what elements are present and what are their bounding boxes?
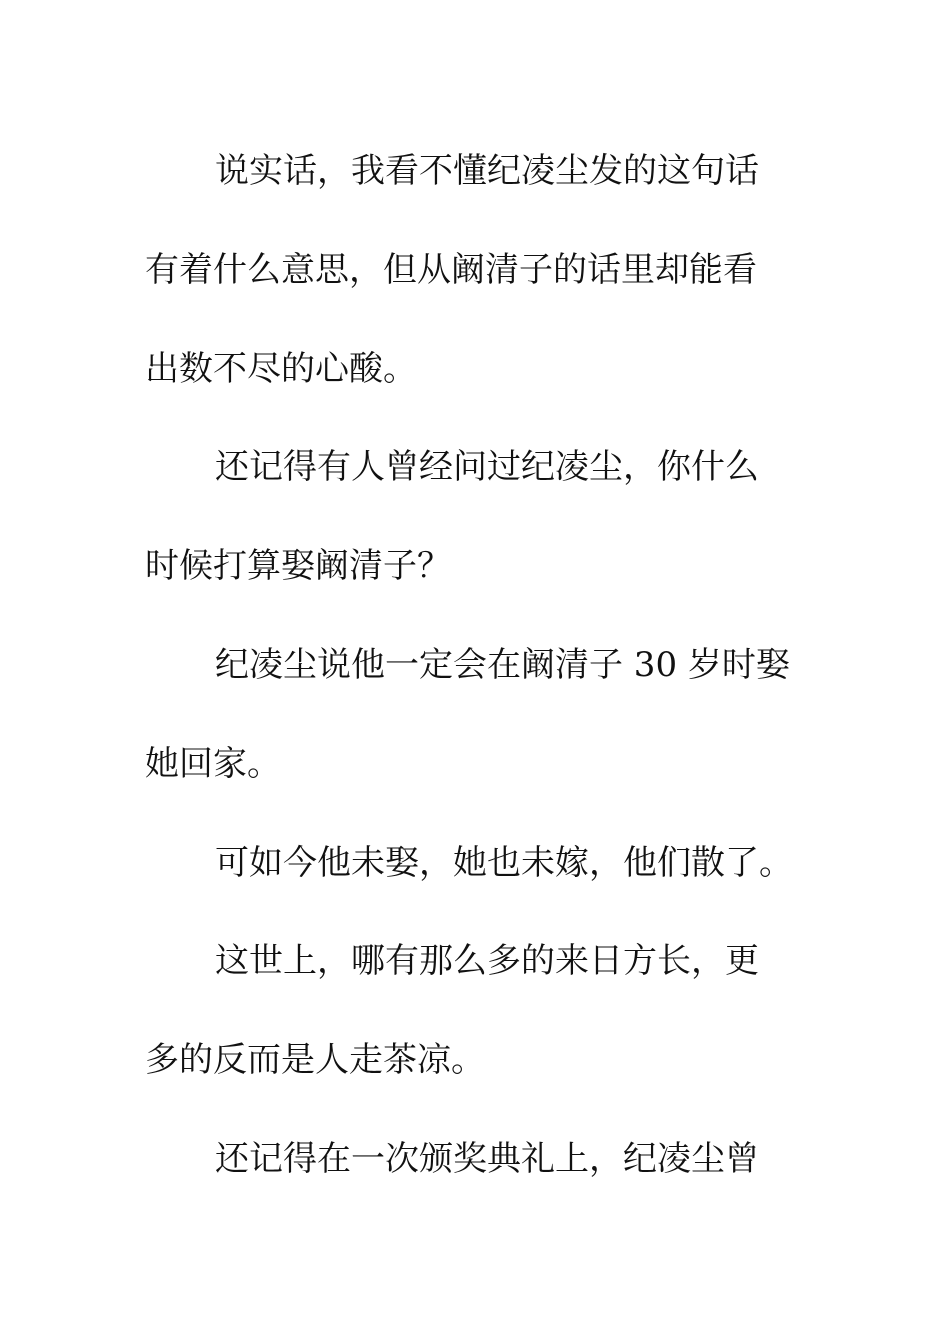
text-line: 她回家。 — [145, 743, 281, 784]
text-line: 这世上，哪有那么多的来日方长，更 — [215, 941, 759, 982]
text-line: 还记得有人曾经问过纪凌尘，你什么 — [215, 447, 759, 488]
text-line: 可如今他未娶，她也未嫁，他们散了。 — [215, 842, 793, 883]
text-line: 说实话，我看不懂纪凌尘发的这句话 — [215, 151, 759, 191]
text-line: 出数不尽的心酸。 — [145, 348, 417, 389]
text-line: 还记得在一次颁奖典礼上，纪凌尘曾 — [215, 1138, 759, 1179]
text-line: 有着什么意思，但从阚清子的话里却能看 — [145, 249, 757, 290]
text-line: 纪凌尘说他一定会在阚清子 30 岁时娶 — [215, 644, 790, 685]
document-body — [145, 122, 805, 1209]
text-line: 时候打算娶阚清子？ — [145, 546, 451, 587]
text-line: 多的反而是人走茶凉。 — [145, 1040, 485, 1081]
